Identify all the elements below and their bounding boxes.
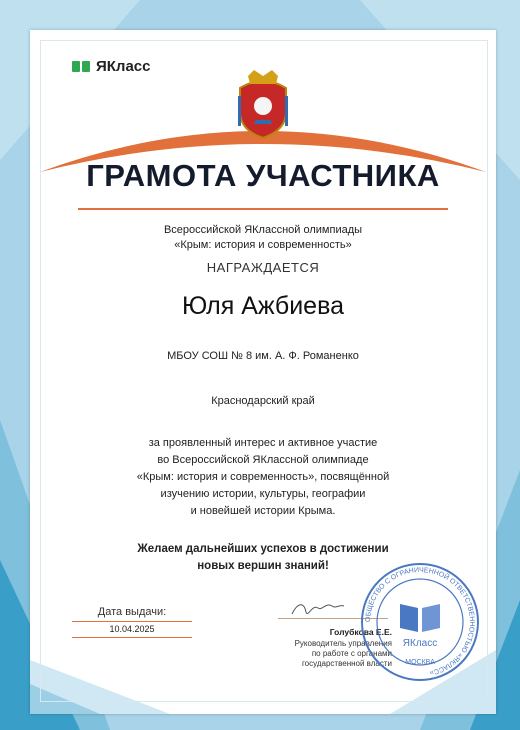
reason-line: «Крым: история и современность», посвящённой bbox=[136, 471, 390, 483]
yaklass-logo-icon bbox=[72, 61, 90, 72]
issue-date-label: Дата выдачи: bbox=[97, 606, 167, 618]
certificate-title: ГРАМОТА УЧАСТНИКА bbox=[86, 158, 440, 193]
certificate bbox=[30, 30, 496, 714]
date-line-bottom bbox=[72, 637, 192, 638]
awarded-label: НАГРАЖДАЕТСЯ bbox=[206, 260, 320, 275]
stamp-city-text: МОСКВА bbox=[405, 659, 435, 666]
stamp-center-text: ЯКласс bbox=[402, 638, 438, 649]
signer-name: Голубкова Е.Е. bbox=[329, 627, 392, 637]
olympiad-line-2: «Крым: история и современность» bbox=[174, 239, 352, 251]
signer-role-line: государственной власти bbox=[301, 659, 392, 668]
school-name: МБОУ СОШ № 8 им. А. Ф. Романенко bbox=[167, 350, 359, 362]
title-divider bbox=[78, 208, 448, 210]
date-line-top bbox=[72, 621, 192, 622]
olympiad-line-1: Всероссийской ЯКлассной олимпиады bbox=[163, 224, 363, 236]
reason-line: и новейшей истории Крыма. bbox=[190, 505, 336, 517]
book-icon bbox=[400, 604, 440, 632]
crimea-emblem-icon bbox=[234, 68, 292, 140]
issue-date: 10.04.2025 bbox=[109, 624, 155, 634]
signer-role-line: Руководитель управления bbox=[294, 639, 392, 648]
wish-line: новых вершин знаний! bbox=[197, 560, 329, 572]
reason-line: изучению истории, культуры, географии bbox=[160, 488, 366, 500]
region-name: Краснодарский край bbox=[211, 395, 315, 407]
recipient-name: Юля Ажбиева bbox=[182, 292, 344, 320]
award-reason bbox=[30, 435, 496, 520]
yaklass-logo-text: ЯКласс bbox=[96, 58, 151, 75]
olympiad-name bbox=[30, 223, 496, 253]
signer-role-line: по работе с органами bbox=[311, 649, 392, 658]
reason-line: за проявленный интерес и активное участие bbox=[148, 437, 378, 449]
yaklass-logo bbox=[72, 58, 151, 75]
reason-line: во Всероссийской ЯКлассной олимпиаде bbox=[157, 454, 369, 466]
stamp-ring-text: ОБЩЕСТВО С ОГРАНИЧЕННОЙ ОТВЕТСТВЕННОСТЬЮ «ЯКЛАСС» bbox=[364, 566, 476, 677]
wish-line: Желаем дальнейших успехов в достижении bbox=[137, 543, 389, 555]
company-stamp bbox=[358, 560, 482, 684]
